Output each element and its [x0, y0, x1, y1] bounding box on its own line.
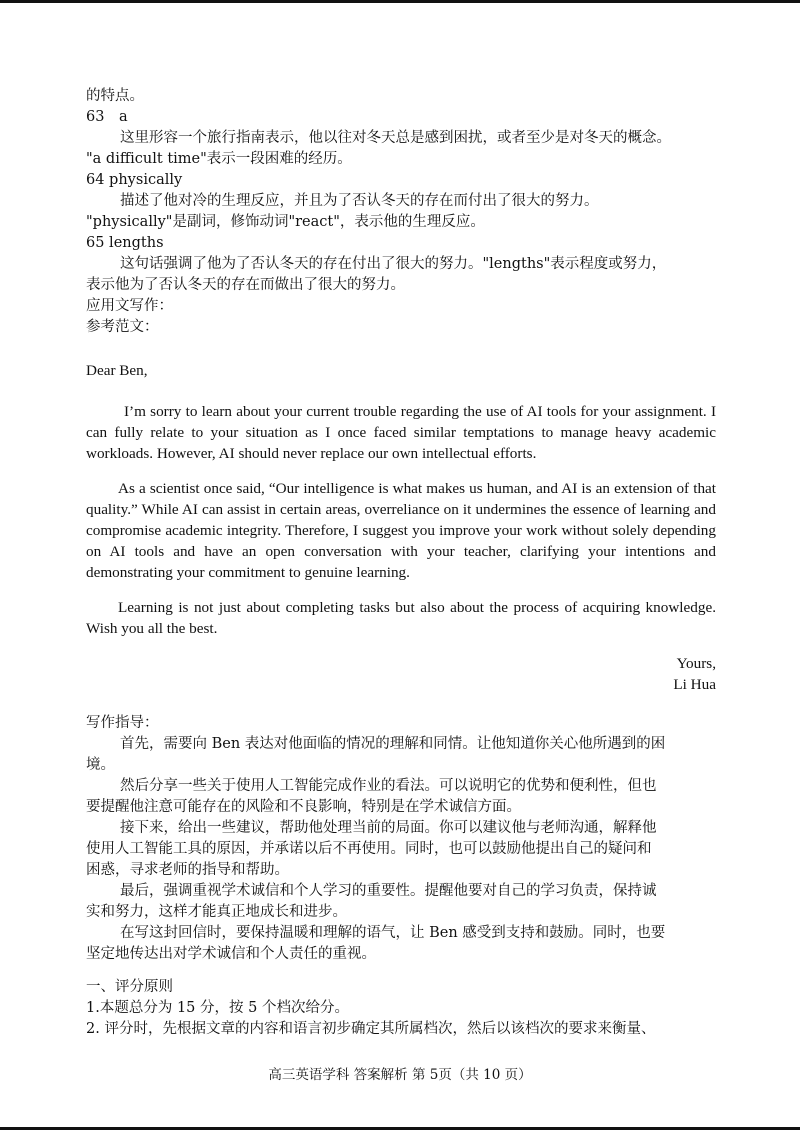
- text-line: 最后，强调重视学术诚信和个人学习的重要性。提醒他要对自己的学习负责，保持诚: [120, 883, 657, 899]
- question-65-heading: 65 lengths: [86, 235, 164, 251]
- text-line: 2. 评分时，先根据文章的内容和语言初步确定其所属档次，然后以该档次的要求来衡量、: [86, 1021, 656, 1037]
- spacer: [86, 695, 716, 713]
- text-line: 首先，需要向 Ben 表达对他面临的情况的理解和同情。让他知道你关心他所遇到的困: [120, 736, 666, 752]
- text-line: 然后分享一些关于使用人工智能完成作业的看法。可以说明它的优势和便利性，但也: [120, 778, 657, 794]
- text-line: 这句话强调了他为了否认冬天的存在付出了很大的努力。"lengths"表示程度或努力，: [120, 256, 667, 272]
- text-line: 1.本题总分为 15 分，按 5 个档次给分。: [86, 1000, 349, 1016]
- text-line: 坚定地传达出对学术诚信和个人责任的重视。: [86, 946, 376, 962]
- text-line: 困惑，寻求老师的指导和帮助。: [86, 862, 289, 878]
- text-line: 描述了他对冷的生理反应，并且为了否认冬天的存在而付出了很大的努力。: [120, 193, 599, 209]
- page-body: [86, 86, 716, 1040]
- text-line: "physically"是副词，修饰动词"react"，表示他的生理反应。: [86, 214, 485, 230]
- top-border: [0, 0, 800, 3]
- letter-paragraph: I’m sorry to learn about your current trouble regarding the use of AI tools for your assignment. I can fully relate to your situation as I once faced similar temptations to manage heavy academic workloads. However, AI should never replace our own intellectual efforts.: [86, 403, 716, 462]
- page-footer: 高三英语学科 答案解析 第 5页（共 10 页）: [268, 1067, 532, 1083]
- text-line: 在写这封回信时，要保持温暖和理解的语气，让 Ben 感受到支持和鼓励。同时，也要: [120, 925, 666, 941]
- text-line: 表示他为了否认冬天的存在而做出了很大的努力。: [86, 277, 405, 293]
- section-heading-guide: 写作指导：: [86, 715, 159, 731]
- text-line: 的特点。: [86, 88, 144, 104]
- spacer: [86, 965, 716, 977]
- text-line: 实和努力，这样才能真正地成长和进步。: [86, 904, 347, 920]
- section-heading-scoring: 一、评分原则: [86, 979, 173, 995]
- section-heading-writing: 应用文写作：: [86, 298, 173, 314]
- question-64-heading: 64 physically: [86, 172, 183, 188]
- letter-paragraph: Learning is not just about completing tasks but also about the process of acquiring knowledge. Wish you all the best.: [86, 599, 716, 637]
- text-line: 使用人工智能工具的原因，并承诺以后不再使用。同时，也可以鼓励他提出自己的疑问和: [86, 841, 652, 857]
- text-line: "a difficult time"表示一段困难的经历。: [86, 151, 352, 167]
- text-line: 这里形容一个旅行指南表示，他以往对冬天总是感到困扰，或者至少是对冬天的概念。: [120, 130, 671, 146]
- letter-greeting: Dear Ben,: [86, 362, 148, 379]
- section-heading-sample: 参考范文：: [86, 319, 159, 335]
- text-line: 接下来，给出一些建议，帮助他处理当前的局面。你可以建议他与老师沟通，解释他: [120, 820, 657, 836]
- text-line: 境。: [86, 757, 115, 773]
- letter-paragraph: As a scientist once said, “Our intelligence is what makes us human, and AI is an extension of that quality.” While AI can assist in certain areas, overreliance on it undermines the essence of learning and compromise academic integrity. Therefore, I suggest you improve your work without solely depending on AI tools and have an open conversation with your teacher, clarifying your intentions and demonstrating your commitment to genuine learning.: [86, 480, 716, 581]
- text-line: 要提醒他注意可能存在的风险和不良影响，特别是在学术诚信方面。: [86, 799, 521, 815]
- letter-signature: Li Hua: [673, 676, 716, 693]
- letter-closing: Yours,: [676, 655, 716, 672]
- sample-letter: [86, 360, 716, 695]
- question-63-heading: 63 a: [86, 109, 128, 125]
